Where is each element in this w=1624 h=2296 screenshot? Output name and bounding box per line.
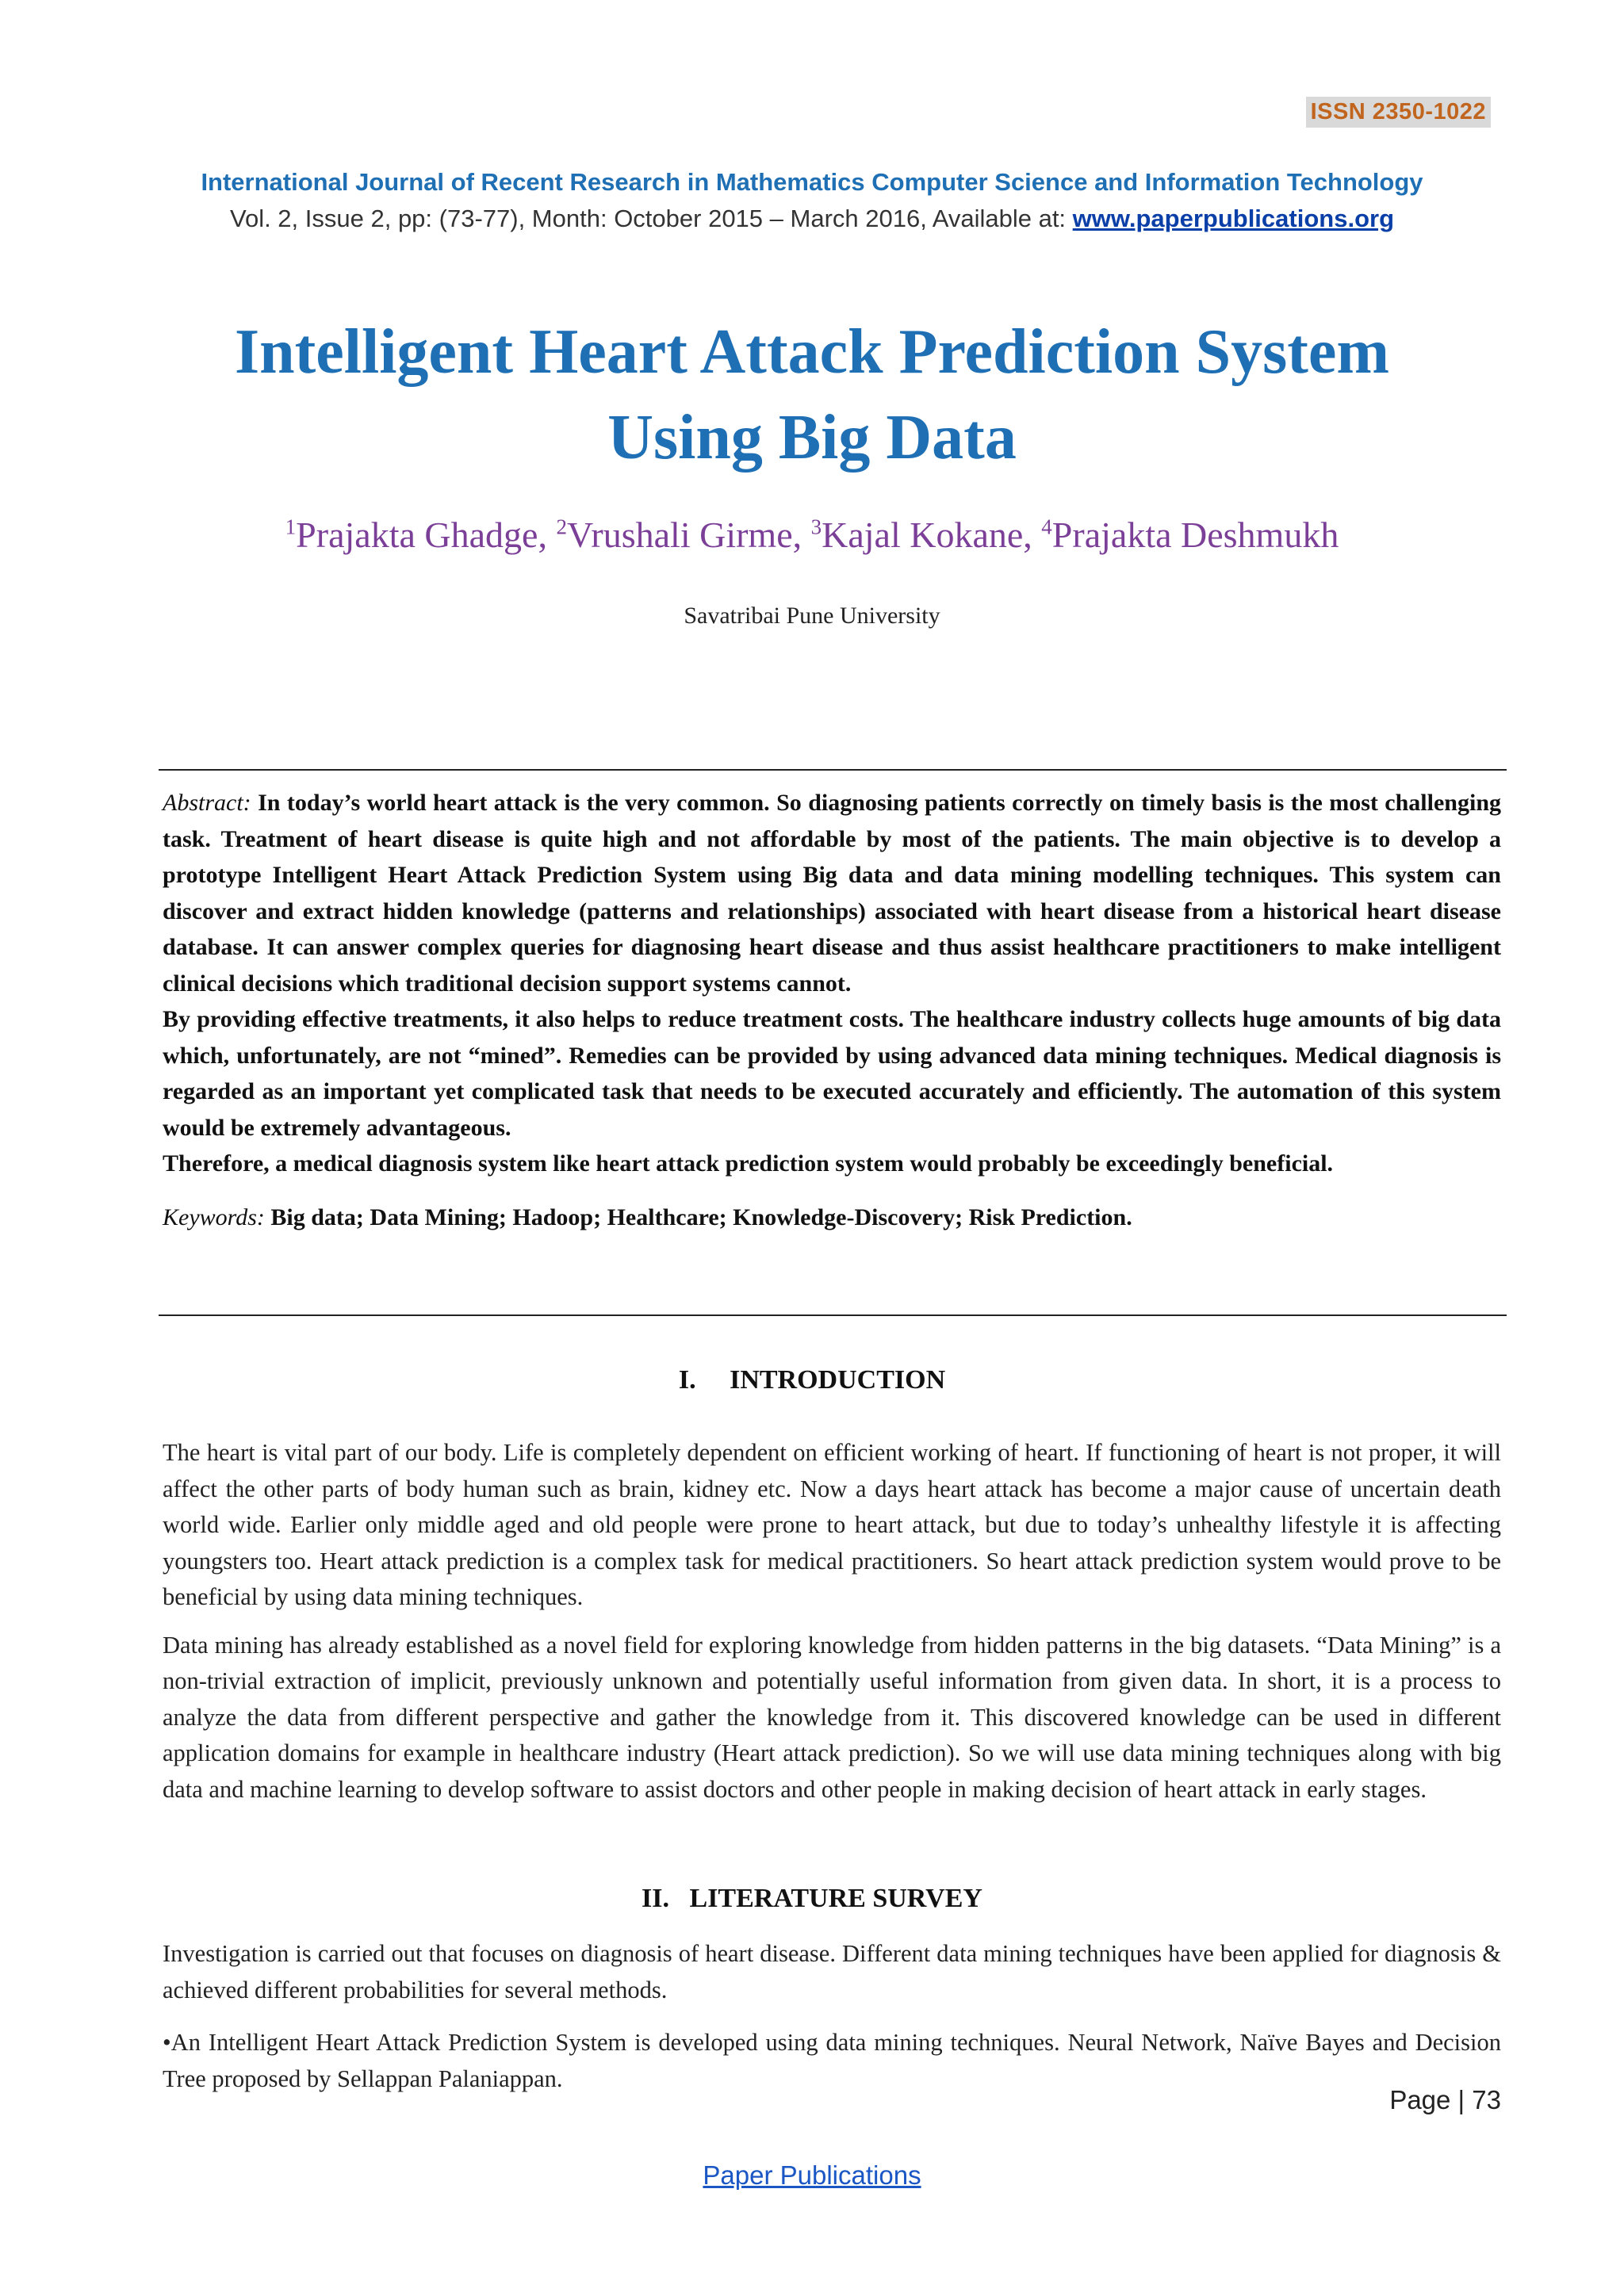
- abstract-top-rule: [159, 769, 1507, 771]
- introduction-body: [163, 1435, 1501, 1808]
- literature-bullet-1: •An Intelligent Heart Attack Prediction System is developed using data mining techniques. Neural Network, Naïve Bayes and Decision Tree proposed by Sellappan Palaniappan.: [163, 2029, 1501, 2092]
- title-line-1: Intelligent Heart Attack Prediction System: [234, 317, 1390, 387]
- author-4-name: Prajakta Deshmukh: [1051, 515, 1339, 555]
- volume-text: Vol. 2, Issue 2, pp: (73-77), Month: October 2015 – March 2016, Available at:: [229, 205, 1073, 232]
- author-1-index: 1: [285, 515, 297, 539]
- author-list: [0, 514, 1624, 556]
- author-3-index: 3: [810, 515, 822, 539]
- section-heading-literature-survey: II. LITERATURE SURVEY: [642, 1884, 982, 1913]
- keywords-text: Big data; Data Mining; Hadoop; Healthcare; Knowledge-Discovery; Risk Prediction.: [264, 1203, 1132, 1230]
- abstract-bottom-rule: [159, 1314, 1507, 1316]
- issn-badge: ISSN 2350-1022: [1306, 97, 1491, 128]
- introduction-paragraph-2: Data mining has already established as a novel field for exploring knowledge from hidden patterns in the big datasets. “Data Mining” is a non-trivial extraction of implicit, previously unknown and potentially useful information from given data. In short, it is a process to analyze the data from different perspective and gather the knowledge from it. This discovered knowledge can be used in different application domains for example in healthcare industry (Heart attack prediction). So we will use data mining techniques along with big data and machine learning to develop software to assist doctors and other people in making decision of heart attack in early stages.: [163, 1631, 1501, 1803]
- website-link[interactable]: www.paperpublications.org: [1072, 205, 1395, 232]
- author-1-name: Prajakta Ghadge,: [296, 515, 557, 555]
- paper-title: [0, 309, 1624, 480]
- publisher-link[interactable]: Paper Publications: [703, 2160, 921, 2190]
- author-4-index: 4: [1041, 515, 1052, 539]
- introduction-paragraph-1: The heart is vital part of our body. Life is completely dependent on efficient working of heart. If functioning of heart is not proper, it will affect the other parts of body human such as brain, kidney etc. Now a days heart attack has become a major cause of uncertain death world wide. Earlier only middle aged and old people were prone to heart attack, but due to today’s unhealthy lifestyle it is affecting youngsters too. Heart attack prediction is a complex task for medical practitioners. So heart attack prediction system would prove to be beneficial by using data mining techniques.: [163, 1439, 1501, 1610]
- keywords-label: Keywords:: [163, 1203, 265, 1230]
- abstract-paragraph-3: Therefore, a medical diagnosis system like heart attack prediction system would probably be exceedingly beneficial.: [163, 1150, 1334, 1177]
- journal-name: International Journal of Recent Research in Mathematics Computer Science and Information Technology: [201, 168, 1423, 196]
- title-line-2: Using Big Data: [607, 403, 1017, 473]
- author-2-index: 2: [556, 515, 567, 539]
- abstract-label: Abstract:: [163, 790, 251, 816]
- author-2-name: Vrushali Girme,: [566, 515, 811, 555]
- abstract-paragraph-2: By providing effective treatments, it also helps to reduce treatment costs. The healthcare industry collects huge amounts of big data which, unfortunately, are not “mined”. Remedies can be provided by using advanced data mining techniques. Medical diagnosis is regarded as an important yet complicated task that needs to be executed accurately and efficiently. The automation of this system would be extremely advantageous.: [163, 1006, 1501, 1141]
- abstract-paragraph-1: [163, 785, 1501, 1001]
- literature-survey-body: [163, 1936, 1501, 2097]
- volume-line: [0, 205, 1624, 233]
- literature-paragraph-1: Investigation is carried out that focuses on diagnosis of heart disease. Different data mining techniques have been applied for diagnosis & achieved different probabilities for several methods.: [163, 1940, 1501, 2003]
- abstract-text-1: In today’s world heart attack is the very common. So diagnosing patients correctly on timely basis is the most challenging task. Treatment of heart disease is quite high and not affordable by most of the patients. The main objective is to develop a prototype Intelligent Heart Attack Prediction System using Big data and data mining modelling techniques. This system can discover and extract hidden knowledge (patterns and relationships) associated with heart disease from a historical heart disease database. It can answer complex queries for diagnosing heart disease and thus assist healthcare practitioners to make intelligent clinical decisions which traditional decision support systems cannot.: [163, 790, 1501, 997]
- affiliation: Savatribai Pune University: [684, 603, 940, 629]
- keywords-line: [163, 1200, 1501, 1236]
- author-3-name: Kajal Kokane,: [822, 515, 1042, 555]
- page-number: Page | 73: [1389, 2085, 1501, 2114]
- abstract-block: [163, 785, 1501, 1235]
- section-heading-introduction: I. INTRODUCTION: [678, 1365, 946, 1395]
